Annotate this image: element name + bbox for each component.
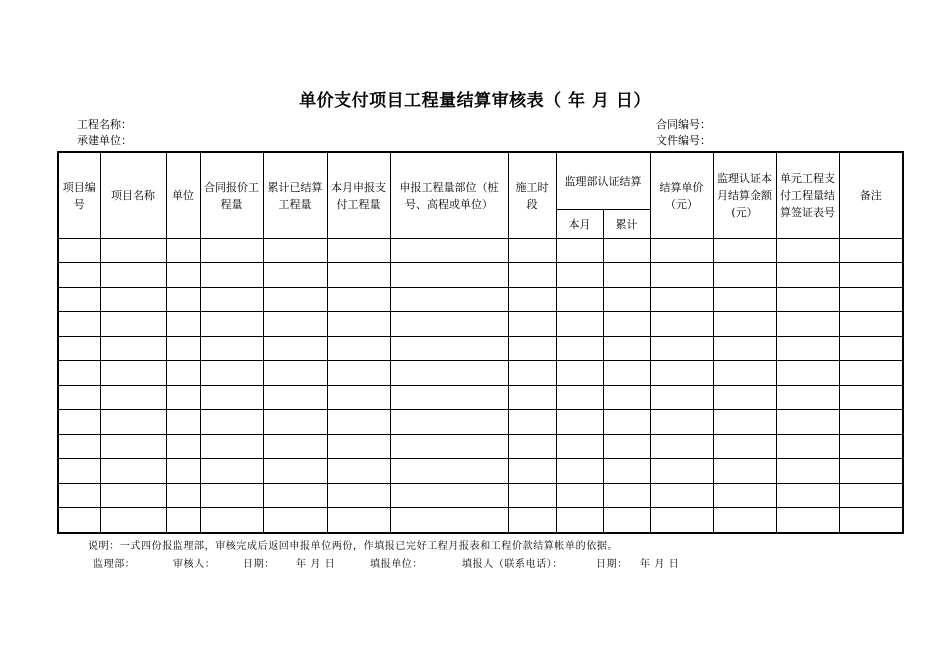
table-cell[interactable] [166,483,200,507]
header-cumulative: 累计 [603,210,650,239]
table-cell[interactable] [166,385,200,409]
table-cell[interactable] [390,508,508,533]
table-row [58,336,903,360]
table-row [58,508,903,533]
table-cell[interactable] [556,361,603,385]
date-label-1: 日期： [243,559,275,570]
table-cell[interactable] [100,459,166,483]
date-value-2: 年 月 日 [640,559,680,570]
table-row [58,483,903,507]
table-cell[interactable] [508,508,556,533]
table-cell[interactable] [327,312,390,336]
table-cell[interactable] [100,508,166,533]
table-cell[interactable] [713,385,776,409]
table-row [58,410,903,434]
table-cell[interactable] [263,483,327,507]
table-cell[interactable] [100,483,166,507]
table-cell[interactable] [713,361,776,385]
supervision-dept-label: 监理部： [93,559,136,570]
header-remarks: 备注 [839,152,903,239]
table-cell[interactable] [603,385,650,409]
table-cell[interactable] [650,263,713,287]
header-this-month: 本月 [556,210,603,239]
table-cell[interactable] [713,459,776,483]
table-cell[interactable] [100,263,166,287]
table-cell[interactable] [200,361,263,385]
table-cell[interactable] [776,239,839,263]
header-visa-form-no: 单元工程支付工程量结算签证表号 [776,152,839,239]
table-cell[interactable] [263,312,327,336]
table-cell[interactable] [603,434,650,458]
table-cell[interactable] [713,263,776,287]
table-cell[interactable] [603,336,650,360]
date-value-1: 年 月 日 [296,559,336,570]
table-cell[interactable] [603,483,650,507]
file-no-label: 文件编号： [656,134,711,147]
table-cell[interactable] [839,312,903,336]
table-cell[interactable] [58,239,100,263]
table-cell[interactable] [58,385,100,409]
table-cell[interactable] [166,361,200,385]
table-cell[interactable] [200,239,263,263]
table-cell[interactable] [390,336,508,360]
table-cell[interactable] [508,239,556,263]
table-cell[interactable] [776,336,839,360]
table-cell[interactable] [200,410,263,434]
table-cell[interactable] [390,385,508,409]
table-cell[interactable] [327,508,390,533]
header-unit-price: 结算单价（元） [650,152,713,239]
table-cell[interactable] [650,336,713,360]
table-cell[interactable] [650,508,713,533]
table-cell[interactable] [776,410,839,434]
table-cell[interactable] [327,434,390,458]
header-supervision-certified: 监理部认证结算 [556,152,650,210]
table-cell[interactable] [200,459,263,483]
table-cell[interactable] [200,287,263,311]
table-row [58,459,903,483]
table-cell[interactable] [603,459,650,483]
table-cell[interactable] [603,263,650,287]
table-cell[interactable] [839,263,903,287]
table-cell[interactable] [327,336,390,360]
table-cell[interactable] [263,336,327,360]
table-cell[interactable] [839,459,903,483]
table-cell[interactable] [776,263,839,287]
table-cell[interactable] [166,434,200,458]
table-cell[interactable] [166,410,200,434]
table-cell[interactable] [508,385,556,409]
table-cell[interactable] [100,361,166,385]
table-cell[interactable] [327,263,390,287]
table-cell[interactable] [58,508,100,533]
project-name-label: 工程名称： [77,118,132,131]
table-cell[interactable] [263,361,327,385]
table-cell[interactable] [839,239,903,263]
table-cell[interactable] [650,459,713,483]
table-cell[interactable] [603,410,650,434]
form-title: 单价支付项目工程量结算审核表（ 年 月 日） [299,91,651,111]
table-cell[interactable] [390,459,508,483]
table-cell[interactable] [556,287,603,311]
table-cell[interactable] [263,410,327,434]
date-label-2: 日期： [596,559,628,570]
table-cell[interactable] [776,287,839,311]
table-cell[interactable] [556,483,603,507]
table-cell[interactable] [263,385,327,409]
table-cell[interactable] [650,287,713,311]
header-construction-period: 施工时段 [508,152,556,239]
table-cell[interactable] [100,434,166,458]
table-cell[interactable] [200,312,263,336]
table-cell[interactable] [263,239,327,263]
table-cell[interactable] [556,459,603,483]
table-cell[interactable] [390,434,508,458]
table-cell[interactable] [508,336,556,360]
table-cell[interactable] [327,483,390,507]
table-cell[interactable] [166,263,200,287]
table-cell[interactable] [58,336,100,360]
table-cell[interactable] [776,312,839,336]
header-item-name: 项目名称 [100,152,166,239]
table-cell[interactable] [166,239,200,263]
table-cell[interactable] [713,336,776,360]
table-cell[interactable] [166,336,200,360]
table-cell[interactable] [650,434,713,458]
table-cell[interactable] [327,385,390,409]
table-cell[interactable] [263,434,327,458]
table-cell[interactable] [58,483,100,507]
table-cell[interactable] [508,410,556,434]
table-cell[interactable] [508,434,556,458]
table-cell[interactable] [263,287,327,311]
table-cell[interactable] [166,508,200,533]
table-cell[interactable] [839,434,903,458]
table-cell[interactable] [58,263,100,287]
table-row [58,361,903,385]
table-cell[interactable] [200,483,263,507]
header-certified-amount: 监理认证本月结算金额(元） [713,152,776,239]
settlement-review-table [57,151,904,534]
contractor-label: 承建单位： [77,134,132,147]
table-cell[interactable] [556,434,603,458]
table-cell[interactable] [839,410,903,434]
table-cell[interactable] [100,385,166,409]
table-cell[interactable] [390,483,508,507]
table-cell[interactable] [390,239,508,263]
table-cell[interactable] [166,312,200,336]
table-cell[interactable] [58,434,100,458]
table-cell[interactable] [713,287,776,311]
table-body [58,239,903,534]
table-cell[interactable] [603,239,650,263]
table-cell[interactable] [508,312,556,336]
table-cell[interactable] [776,483,839,507]
table-cell[interactable] [713,434,776,458]
table-cell[interactable] [263,263,327,287]
table-cell[interactable] [58,459,100,483]
note-text: 说明：一式四份报监理部，审核完成后返回申报单位两份，作填报已完好工程月报表和工程价款结算帐单的依据。 [88,541,618,552]
table-cell[interactable] [100,336,166,360]
table-cell[interactable] [200,336,263,360]
table-cell[interactable] [327,459,390,483]
table-cell[interactable] [556,385,603,409]
table-cell[interactable] [58,312,100,336]
table-row [58,263,903,287]
table-cell[interactable] [776,459,839,483]
table-cell[interactable] [650,410,713,434]
table-cell[interactable] [603,287,650,311]
reporting-unit-label: 填报单位： [370,559,423,570]
table-cell[interactable] [327,410,390,434]
table-cell[interactable] [603,312,650,336]
reviewer-label: 审核人： [173,559,216,570]
header-monthly-report: 本月申报支付工程量 [327,152,390,239]
table-cell[interactable] [166,287,200,311]
table-cell[interactable] [58,361,100,385]
table-cell[interactable] [508,483,556,507]
table-cell[interactable] [556,312,603,336]
table-cell[interactable] [556,263,603,287]
table-cell[interactable] [58,287,100,311]
table-cell[interactable] [327,361,390,385]
table-cell[interactable] [327,239,390,263]
table-row [58,287,903,311]
table-cell[interactable] [200,434,263,458]
table-cell[interactable] [166,459,200,483]
table-row [58,312,903,336]
table-cell[interactable] [603,361,650,385]
table-cell[interactable] [508,361,556,385]
table-cell[interactable] [508,287,556,311]
header-cumulative-qty: 累计已结算工程量 [263,152,327,239]
table-cell[interactable] [390,287,508,311]
header-item-no: 项目编号 [58,152,100,239]
table-row [58,434,903,458]
table-cell[interactable] [390,312,508,336]
table-cell[interactable] [650,239,713,263]
table-cell[interactable] [839,361,903,385]
contract-no-label: 合同编号： [656,118,711,131]
table-cell[interactable] [390,263,508,287]
table-cell[interactable] [556,336,603,360]
table-cell[interactable] [713,508,776,533]
table-cell[interactable] [839,287,903,311]
table-cell[interactable] [556,410,603,434]
table-cell[interactable] [508,459,556,483]
table-cell[interactable] [650,483,713,507]
table-cell[interactable] [776,385,839,409]
table-row [58,239,903,263]
table-cell[interactable] [200,508,263,533]
table-cell[interactable] [713,410,776,434]
table-cell[interactable] [839,385,903,409]
reporter-label: 填报人（联系电话）： [462,559,563,570]
table-cell[interactable] [100,287,166,311]
header-unit: 单位 [166,152,200,239]
table-cell[interactable] [327,287,390,311]
table-cell[interactable] [508,263,556,287]
table-cell[interactable] [713,312,776,336]
table-cell[interactable] [650,361,713,385]
table-cell[interactable] [650,312,713,336]
table-cell[interactable] [100,312,166,336]
table-cell[interactable] [100,239,166,263]
table-cell[interactable] [390,410,508,434]
table-cell[interactable] [603,508,650,533]
table-cell[interactable] [650,385,713,409]
table-cell[interactable] [776,361,839,385]
table-cell[interactable] [776,508,839,533]
table-cell[interactable] [556,239,603,263]
table-cell[interactable] [776,434,839,458]
table-cell[interactable] [713,483,776,507]
table-cell[interactable] [839,483,903,507]
table-cell[interactable] [100,410,166,434]
table-cell[interactable] [200,385,263,409]
table-cell[interactable] [263,508,327,533]
table-cell[interactable] [713,239,776,263]
table-cell[interactable] [58,410,100,434]
header-contract-qty: 合同报价工程量 [200,152,263,239]
table-cell[interactable] [263,459,327,483]
table-cell[interactable] [839,336,903,360]
table-cell[interactable] [556,508,603,533]
table-row [58,385,903,409]
table-cell[interactable] [390,361,508,385]
header-report-location: 申报工程量部位（桩号、高程或单位） [390,152,508,239]
table-cell[interactable] [839,508,903,533]
table-cell[interactable] [200,263,263,287]
